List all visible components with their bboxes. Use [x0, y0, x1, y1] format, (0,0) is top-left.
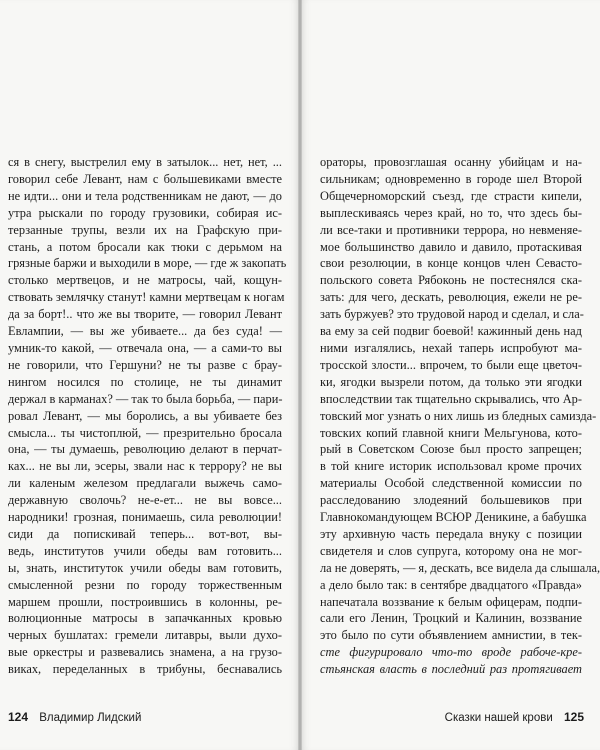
text-line: выплескиваясь через край, но то, что здесь бы-	[320, 205, 582, 220]
text-line: сильникам; одновременно в городе шел Второй	[320, 171, 582, 186]
page-number: 124	[8, 710, 29, 724]
text-line: зать буржуев? это трудовой народ и сделал, и сла-	[320, 307, 584, 322]
text-line: она, — ты думаешь, революцию делают в перчат-	[8, 442, 282, 457]
text-line: державную сволочь? не-е-ет... не вы вовсе...	[8, 493, 282, 508]
text-line: ли каленым железом предлагали выжечь само-	[8, 476, 282, 491]
text-line: сте фигурировало что-то вроде рабоче-кре-	[320, 645, 582, 660]
text-line: столько мертвецов, и не матросы, чай, кощун-	[8, 273, 282, 288]
text-line: в той книге историк использовал кроме прочих	[320, 459, 582, 474]
text-line: рый в Советском Союзе был просто запрещен;	[320, 442, 582, 457]
book-spine	[298, 0, 302, 750]
text-line: держал в карманах? — так то была борьба, — пари-	[8, 391, 283, 406]
text-line: ровал Левант, — мы боролись, а вы убиваете без	[8, 408, 282, 423]
text-line: народники! грозная, понимаешь, сила революции!	[8, 510, 282, 525]
left-page-footer	[8, 710, 141, 724]
text-line: ках... не вы ли, эсеры, звали нас к террору? не вы	[8, 459, 282, 474]
text-line: ки, ягодки вызрели потом, да только эти ягодки	[320, 374, 582, 389]
page-number: 125	[563, 710, 584, 724]
text-line: сали его Ленин, Троцкий и Калинин, воззвание	[320, 611, 582, 626]
right-page	[300, 0, 600, 750]
text-line: говорил себе Левант, нам с большевиками вместе	[8, 171, 282, 186]
text-line: грязные баржи и выходили в море, — где ж закопать	[8, 256, 287, 271]
text-line: терзанные трупы, везли их на Графскую при-	[8, 222, 282, 237]
text-line: не идти... они и тела родственникам не дают, — до	[8, 188, 282, 203]
text-line: свидетеля и слов супруга, которому она не мог-	[320, 543, 582, 558]
text-line: зать: для чего, дескать, революция, ежели не ре-	[320, 290, 582, 305]
text-line: волюционные матросы в запачканных кровью	[8, 611, 282, 626]
text-line: товский мог узнать о них лишь из бледных самизда-	[320, 408, 597, 423]
text-line: ся в снегу, выстрелил ему в затылок... нет, нет, ...	[8, 155, 282, 169]
text-line: не говорили, что Гершуни? не ты разве с брау-	[8, 357, 282, 372]
text-line: Общечерноморский съезд, где страсти кипели,	[320, 188, 582, 203]
text-line: ними изгалялись, нехай таперь испробуют ма-	[320, 340, 582, 355]
running-title: Сказки нашей крови	[444, 712, 553, 724]
text-line: маршем прошли, построившись в колонны, ре-	[8, 594, 282, 609]
text-line: смысла... ты чистоплюй, — презрительно бросала	[8, 425, 282, 440]
text-line: ораторы, провозглашая осанну убийцам и на-	[320, 155, 582, 169]
right-page-footer	[445, 710, 584, 724]
text-line: впоследствии так тщательно скрывались, что Ар-	[320, 391, 582, 406]
text-line: да за борт!.. что же вы творите, — говорил Левант	[8, 307, 282, 322]
text-line: стьянская власть в последний раз протягивает	[320, 662, 582, 677]
text-line: ведь, институтов учили обеды вам готовить...	[8, 543, 282, 558]
running-title: Владимир Лидский	[39, 712, 142, 724]
text-line: а дело было так: в сентябре двадцатого «Правда»	[320, 577, 582, 592]
text-line: свои резолюции, в конце концов член Севасто-	[320, 256, 582, 271]
text-line: нингом носился по столице, не ты динамит	[8, 374, 282, 389]
text-line: эту архивную часть передала внуку с позиции	[320, 526, 582, 541]
right-page-text	[320, 154, 600, 678]
left-page-text	[8, 154, 287, 678]
text-line: сиди да попискивай теперь... вот-вот, вы-	[8, 526, 282, 541]
text-line: ла не доверять, — я, дескать, все видела да слышала,	[320, 560, 600, 575]
text-line: мое большинство давило и давило, протаскивая	[320, 239, 582, 254]
text-line: польского совета Рябоконь не постеснялся ска-	[320, 273, 582, 288]
text-line: смысленной резни по городу торжественным	[8, 577, 282, 592]
text-line: это было по сути объявлением амнистии, в тек-	[320, 628, 582, 643]
text-line: черных бушлатах: гремели литавры, выли духо-	[8, 628, 282, 643]
text-line: стань, а потом бросали как тюки с дерьмом на	[8, 239, 282, 254]
text-line: виках, переделанных в трибуны, беснавались	[8, 662, 282, 677]
text-line: ствовать землячку станут! камни мертвецам к ногам	[8, 290, 285, 305]
text-line: ва ему за сей подвиг боевой! кажинный день над	[320, 324, 582, 339]
text-line: Главнокомандующем ВСЮР Деникине, а бабушка	[320, 510, 587, 525]
text-line: тросской злости... впрочем, то были еще цветоч-	[320, 357, 582, 372]
text-line: Евлампии, — вы же убиваете... да без суда! —	[8, 324, 282, 339]
text-line: материалы Особой следственной комиссии по	[320, 476, 582, 491]
text-line: товских копий главной книги Мельгунова, кото-	[320, 425, 582, 440]
text-line: ли все-таки и противники террора, но невменяе-	[320, 222, 582, 237]
text-line: вые оркестры и развевались знамена, а на грузо-	[8, 645, 282, 660]
text-line: расследованию злодеяний большевиков при	[320, 493, 582, 508]
text-line: утра рыскали по городу грузовики, собирая ис-	[8, 205, 282, 220]
text-line: ы, знать, институток учили обеды вам готовить,	[8, 560, 282, 575]
text-line: умник-то какой, — отвечала она, — а сами-то вы	[8, 340, 282, 355]
text-line: напечатала воззвание к белым офицерам, подпи-	[320, 594, 582, 609]
